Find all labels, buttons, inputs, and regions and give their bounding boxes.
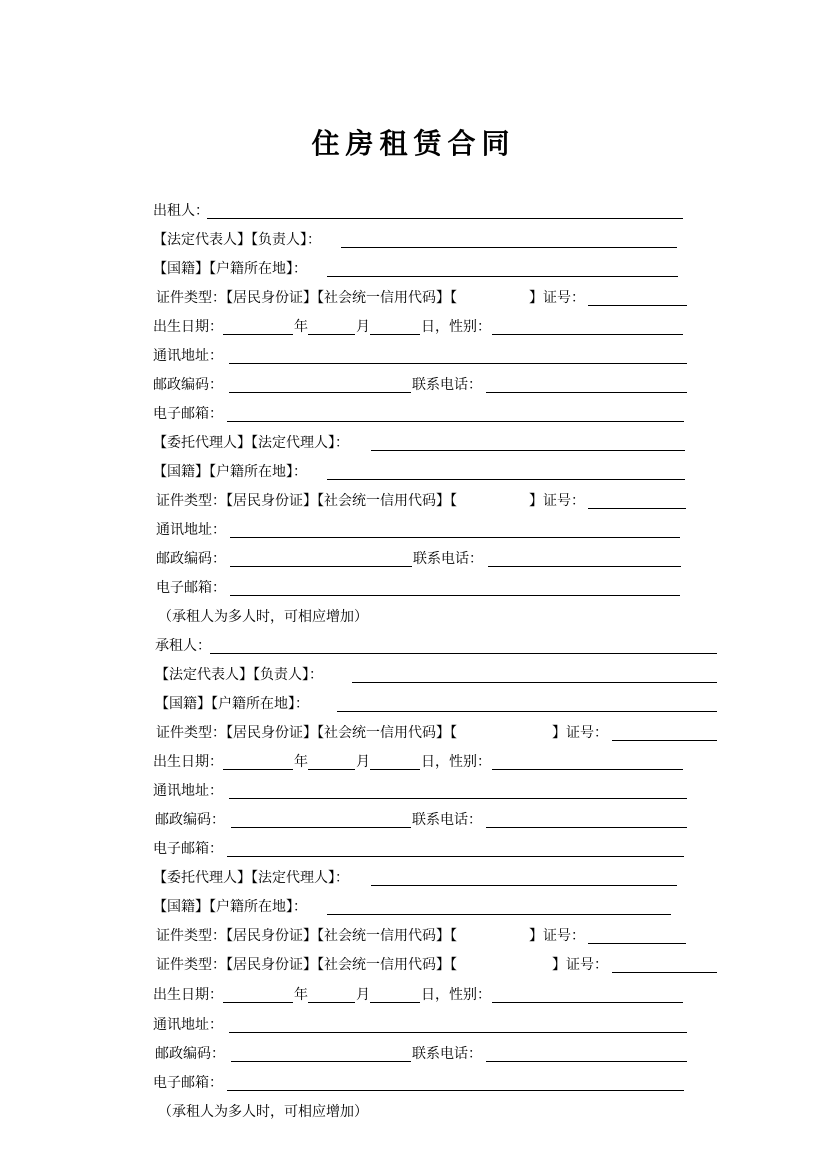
email-blank[interactable] (227, 856, 684, 857)
lessor-nationality-line (153, 258, 693, 280)
year-label: 年 (294, 319, 308, 335)
note-line (158, 606, 458, 628)
legal-rep-blank[interactable] (352, 682, 717, 683)
postcode-blank[interactable] (231, 827, 411, 828)
legal-rep-label: 【法定代表人】【负责人】： (155, 667, 323, 683)
lessor-agent-email-line (153, 577, 693, 599)
lessor-agent-line (153, 432, 693, 454)
day-gender-label: 日，性别： (421, 319, 491, 335)
phone-label: 联系电话： (412, 1046, 482, 1062)
lessor-agent-address-line (153, 519, 693, 541)
lessee-agent-line (153, 867, 693, 889)
lessor-birth-line (153, 316, 693, 338)
day-gender-label: 日，性别： (421, 754, 491, 770)
lessee-nationality-line (155, 693, 725, 715)
lessee-line (155, 635, 725, 657)
id-number-label: 】证号： (529, 493, 585, 509)
id-number-blank[interactable] (588, 305, 687, 306)
note-text: （承租人为多人时，可相应增加） (158, 609, 368, 625)
birth-day-blank[interactable] (370, 1002, 420, 1003)
phone-label: 联系电话： (412, 377, 482, 393)
postcode-blank[interactable] (230, 566, 412, 567)
id-type-label: 证件类型：【居民身份证】【社会统一信用代码】【 (156, 928, 457, 944)
birth-year-blank[interactable] (223, 334, 293, 335)
id-number-blank[interactable] (588, 508, 686, 509)
postcode-label: 邮政编码： (156, 551, 226, 567)
lessor-agent-nationality-line (153, 461, 693, 483)
id-number-label: 】证号： (552, 957, 608, 973)
lessor-agent-contact-line (153, 548, 693, 570)
birth-label: 出生日期： (153, 319, 223, 335)
nationality-label: 【国籍】【户籍所在地】： (153, 464, 307, 480)
lessee-agent-nationality-line (153, 896, 693, 918)
lessor-blank[interactable] (207, 218, 683, 219)
nationality-label: 【国籍】【户籍所在地】： (153, 261, 307, 277)
legal-rep-blank[interactable] (341, 247, 677, 248)
agent-label: 【委托代理人】【法定代理人】： (153, 870, 349, 886)
gender-blank[interactable] (492, 334, 683, 335)
lessee-agent-birth-line (153, 984, 693, 1006)
lessor-legal-rep-line (153, 229, 693, 251)
lessee-agent-id-line-2 (155, 954, 725, 976)
birth-year-blank[interactable] (223, 1002, 293, 1003)
document-title: 住房租赁合同 (311, 127, 516, 160)
lessor-line (153, 200, 693, 222)
address-blank[interactable] (229, 798, 687, 799)
lessee-agent-email-line (153, 1072, 693, 1094)
address-label: 通讯地址： (153, 783, 223, 799)
address-blank[interactable] (229, 363, 687, 364)
lessee-contact-line (153, 809, 693, 831)
lessee-agent-address-line (153, 1014, 693, 1036)
nationality-blank[interactable] (327, 914, 671, 915)
postcode-label: 邮政编码： (155, 1046, 225, 1062)
nationality-label: 【国籍】【户籍所在地】： (155, 696, 309, 712)
id-type-label: 证件类型：【居民身份证】【社会统一信用代码】【 (156, 493, 457, 509)
lessor-email-line (153, 403, 693, 425)
email-label: 电子邮箱： (156, 580, 226, 596)
id-number-label: 】证号： (552, 725, 608, 741)
birth-label: 出生日期： (153, 987, 223, 1003)
address-label: 通讯地址： (156, 522, 226, 538)
month-label: 月 (356, 754, 370, 770)
lessor-contact-line (153, 374, 693, 396)
month-label: 月 (356, 987, 370, 1003)
id-number-blank[interactable] (612, 972, 717, 973)
lessee-id-line (155, 722, 725, 744)
phone-label: 联系电话： (412, 812, 482, 828)
lessee-address-line (153, 780, 693, 802)
postcode-blank[interactable] (229, 392, 411, 393)
id-type-label: 证件类型：【居民身份证】【社会统一信用代码】【 (156, 957, 457, 973)
legal-rep-label: 【法定代表人】【负责人】： (153, 232, 321, 248)
phone-label: 联系电话： (413, 551, 483, 567)
lessee-birth-line (153, 751, 693, 773)
nationality-blank[interactable] (327, 479, 685, 480)
phone-blank[interactable] (488, 566, 681, 567)
gender-blank[interactable] (492, 1002, 683, 1003)
agent-label: 【委托代理人】【法定代理人】： (153, 435, 349, 451)
birth-month-blank[interactable] (308, 1002, 355, 1003)
address-blank[interactable] (229, 1032, 687, 1033)
address-label: 通讯地址： (153, 348, 223, 364)
lessor-address-line (153, 345, 693, 367)
birth-day-blank[interactable] (370, 334, 420, 335)
email-label: 电子邮箱： (153, 406, 223, 422)
birth-month-blank[interactable] (308, 769, 355, 770)
birth-day-blank[interactable] (370, 769, 420, 770)
agent-blank[interactable] (371, 885, 677, 886)
address-blank[interactable] (230, 537, 680, 538)
gender-blank[interactable] (492, 769, 683, 770)
lessee-agent-id-line (153, 925, 693, 947)
email-blank[interactable] (227, 421, 684, 422)
address-label: 通讯地址： (153, 1017, 223, 1033)
email-blank[interactable] (227, 1090, 684, 1091)
id-type-label: 证件类型：【居民身份证】【社会统一信用代码】【 (156, 290, 457, 306)
id-number-blank[interactable] (612, 740, 717, 741)
phone-blank[interactable] (486, 392, 687, 393)
lessee-email-line (153, 838, 693, 860)
note-line-2 (158, 1101, 458, 1123)
phone-blank[interactable] (486, 827, 687, 828)
month-label: 月 (356, 319, 370, 335)
birth-year-blank[interactable] (223, 769, 293, 770)
agent-blank[interactable] (371, 450, 685, 451)
lessor-agent-id-line (153, 490, 693, 512)
id-number-blank[interactable] (588, 943, 686, 944)
birth-month-blank[interactable] (308, 334, 355, 335)
postcode-blank[interactable] (231, 1061, 411, 1062)
nationality-label: 【国籍】【户籍所在地】： (153, 899, 307, 915)
email-blank[interactable] (230, 595, 680, 596)
lessor-id-line (153, 287, 693, 309)
lessee-agent-contact-line (153, 1043, 693, 1065)
lessee-legal-rep-line (155, 664, 725, 686)
year-label: 年 (294, 987, 308, 1003)
day-gender-label: 日，性别： (421, 987, 491, 1003)
lessee-label: 承租人： (155, 638, 211, 654)
phone-blank[interactable] (486, 1061, 687, 1062)
note-text: （承租人为多人时，可相应增加） (158, 1104, 368, 1120)
lessee-blank[interactable] (210, 653, 717, 654)
email-label: 电子邮箱： (153, 841, 223, 857)
year-label: 年 (294, 754, 308, 770)
id-number-label: 】证号： (529, 290, 585, 306)
email-label: 电子邮箱： (153, 1075, 223, 1091)
postcode-label: 邮政编码： (153, 377, 223, 393)
id-number-label: 】证号： (529, 928, 585, 944)
postcode-label: 邮政编码： (155, 812, 225, 828)
id-type-label: 证件类型：【居民身份证】【社会统一信用代码】【 (156, 725, 457, 741)
lessor-label: 出租人： (153, 203, 209, 219)
birth-label: 出生日期： (153, 754, 223, 770)
nationality-blank[interactable] (327, 276, 678, 277)
nationality-blank[interactable] (337, 711, 717, 712)
